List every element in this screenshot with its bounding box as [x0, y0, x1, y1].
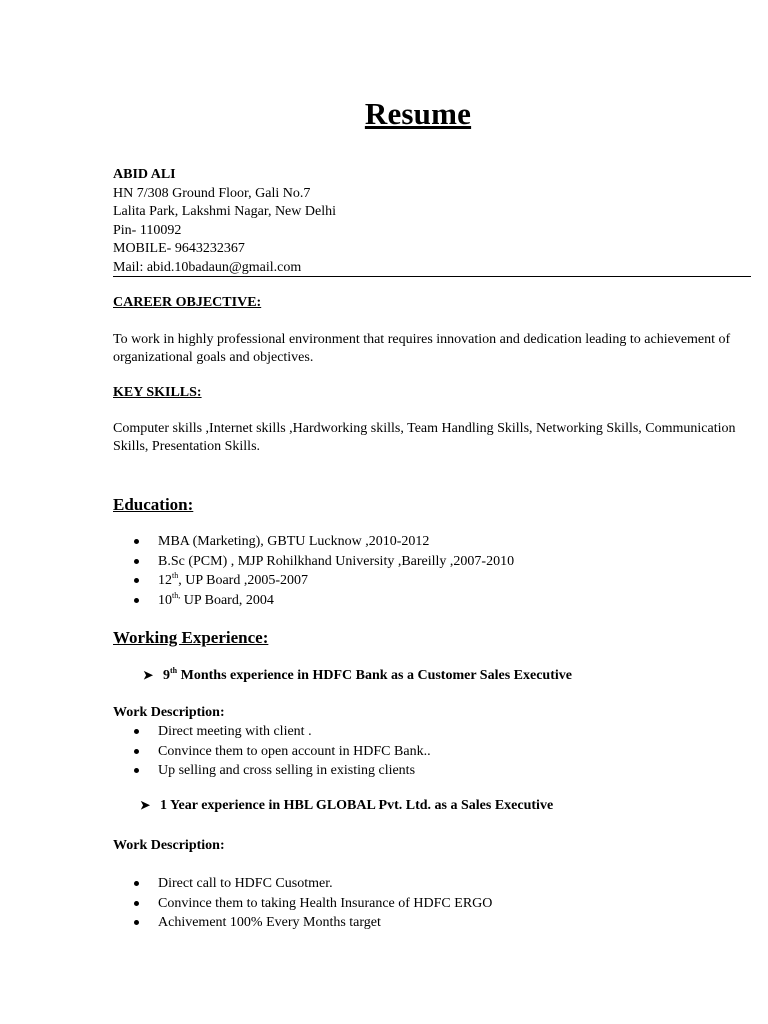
arrowhead-bullet-icon: ➤	[143, 668, 154, 682]
work-description-list-2	[113, 874, 492, 933]
bullet-icon	[134, 749, 139, 754]
work-description-list-1	[113, 722, 431, 781]
work-description-heading-1: Work Description:	[113, 705, 225, 720]
bullet-icon	[134, 598, 139, 603]
bullet-icon	[134, 920, 139, 925]
education-item: 12th, UP Board ,2005-2007	[113, 571, 514, 591]
bullet-icon	[134, 729, 139, 734]
experience-item-1: ➤ 9th Months experience in HDFC Bank as a Customer Sales Executive	[143, 666, 572, 683]
bullet-icon	[134, 539, 139, 544]
education-heading: Education:	[113, 495, 194, 514]
career-objective-heading: CAREER OBJECTIVE:	[113, 295, 262, 310]
arrowhead-bullet-icon: ➤	[140, 798, 151, 812]
bullet-icon	[134, 559, 139, 564]
education-item: MBA (Marketing), GBTU Lucknow ,2010-2012	[113, 532, 514, 552]
education-list	[113, 532, 514, 610]
work-description-item: Direct meeting with client .	[113, 722, 431, 742]
work-description-item: Direct call to HDFC Cusotmer.	[113, 874, 492, 894]
work-description-heading-2: Work Description:	[113, 838, 225, 853]
contact-pin: Pin- 110092	[113, 222, 182, 238]
work-description-item: Convince them to taking Health Insurance of HDFC ERGO	[113, 894, 492, 914]
working-experience-heading: Working Experience:	[113, 628, 269, 647]
header-divider	[113, 276, 751, 277]
work-description-item: Convince them to open account in HDFC Bank..	[113, 742, 431, 762]
education-item: $10^{th,}$ UP Board, 2004	[113, 591, 514, 611]
contact-mail: Mail: abid.10badaun@gmail.com	[113, 259, 302, 275]
contact-address-line-1: HN 7/308 Ground Floor, Gali No.7	[113, 185, 311, 201]
bullet-icon	[134, 578, 139, 583]
contact-name: ABID ALI	[113, 167, 176, 182]
experience-item-2: ➤ 1 Year experience in HBL GLOBAL Pvt. Ltd. as a Sales Executive	[140, 798, 554, 813]
contact-address-line-2: Lalita Park, Lakshmi Nagar, New Delhi	[113, 204, 336, 219]
contact-block	[113, 166, 336, 277]
bullet-icon	[134, 768, 139, 773]
work-description-item: Achivement 100% Every Months target	[113, 913, 492, 933]
key-skills-heading: KEY SKILLS:	[113, 385, 202, 400]
key-skills-text: Computer skills ,Internet skills ,Hardworking skills, Team Handling Skills, Networking Skills, Communication Skills, Presentation Skills.	[113, 421, 736, 454]
page-title: Resume	[364, 96, 472, 131]
education-item: B.Sc (PCM) , MJP Rohilkhand University ,Bareilly ,2007-2010	[113, 552, 514, 572]
work-description-item: Up selling and cross selling in existing clients	[113, 761, 431, 781]
career-objective-text: To work in highly professional environment that requires innovation and dedication leading to achievement of organizational goals and objectives.	[113, 332, 731, 365]
bullet-icon	[134, 881, 139, 886]
contact-mobile: MOBILE- 9643232367	[113, 241, 245, 256]
bullet-icon	[134, 901, 139, 906]
